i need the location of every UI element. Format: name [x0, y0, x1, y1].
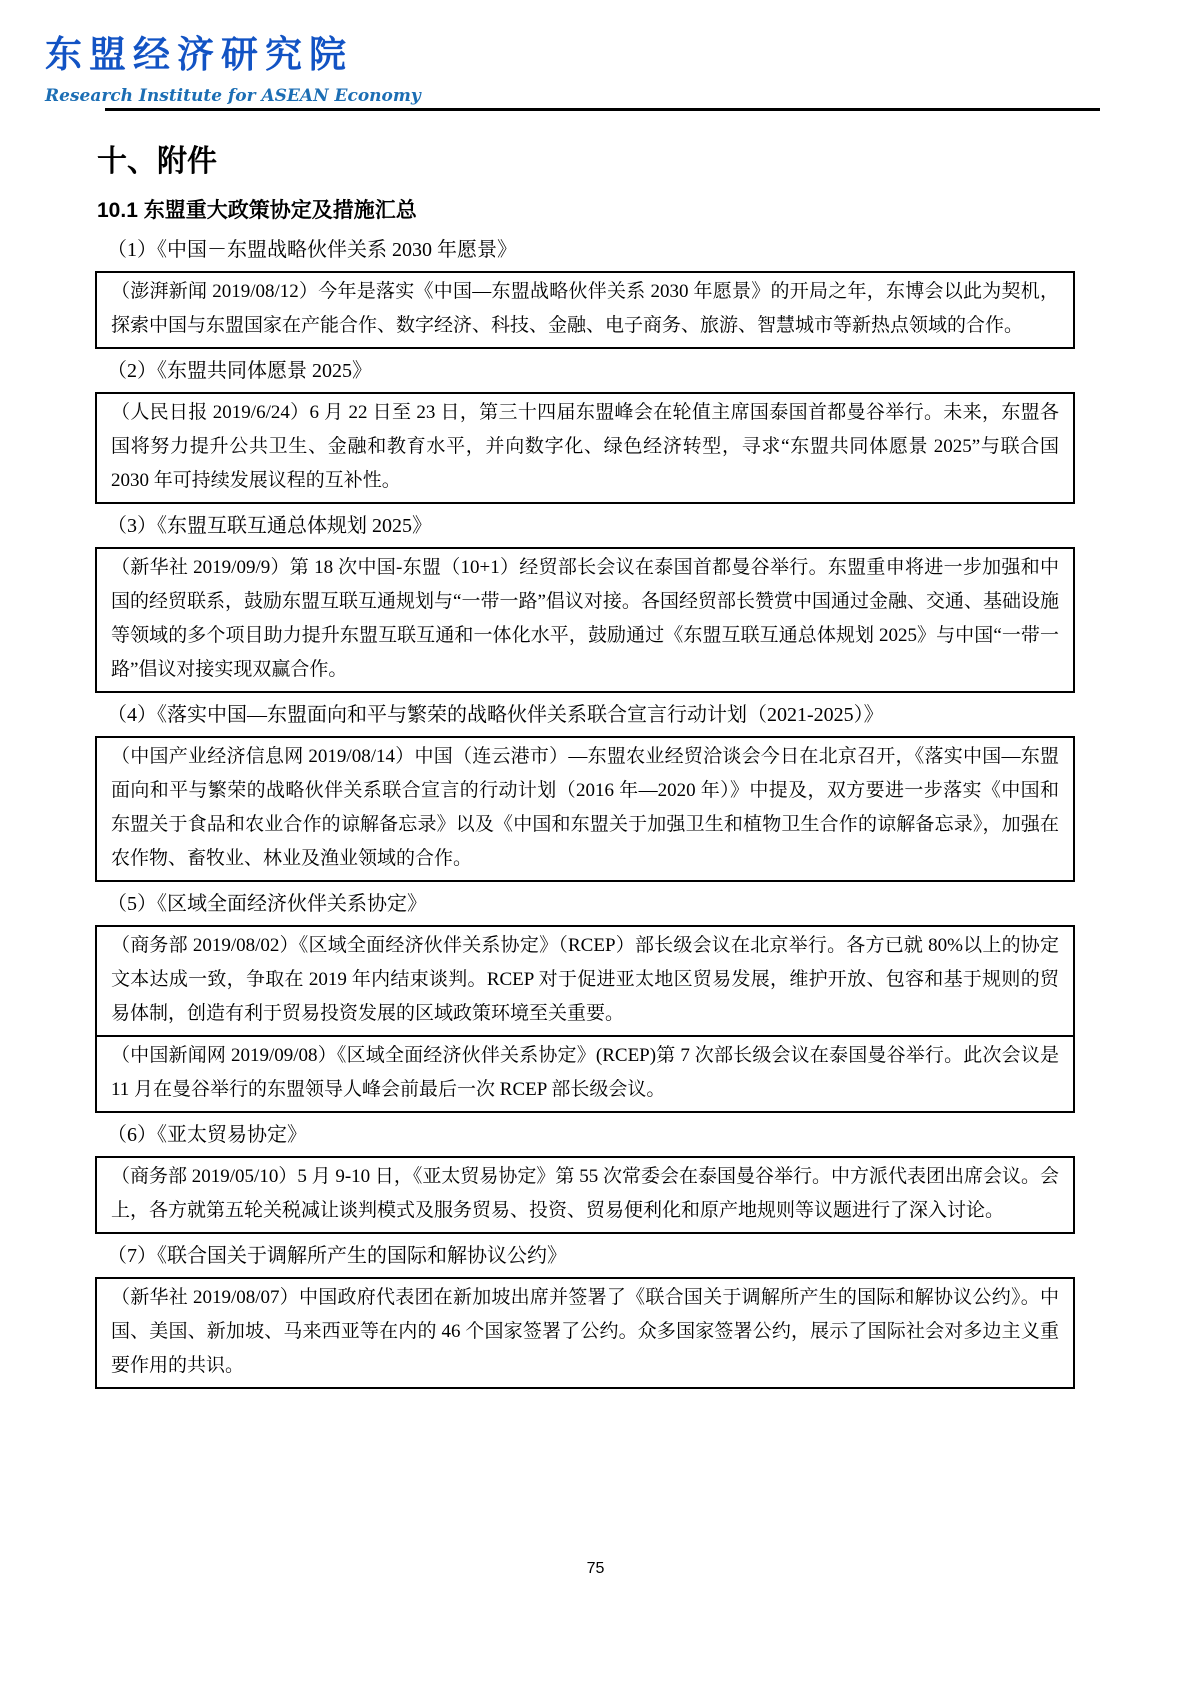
policy-section-2: [95, 357, 1075, 504]
policy-textbox: （人民日报 2019/6/24）6 月 22 日至 23 日，第三十四届东盟峰会在轮值主席国泰国首都曼谷举行。未来，东盟各国将努力提升公共卫生、金融和教育水平，并向数字化、绿色经济转型，寻求“东盟共同体愿景 2025”与联合国 2030 年可持续发展议程的互补性。: [95, 392, 1075, 504]
policy-section-3: [95, 512, 1075, 693]
org-logo: [45, 24, 421, 106]
page-title: 十、附件: [97, 145, 217, 178]
policy-heading: （1）《中国－东盟战略伙伴关系 2030 年愿景》: [107, 239, 517, 261]
page-number: 75: [586, 1560, 605, 1577]
policy-textbox: （中国产业经济信息网 2019/08/14）中国（连云港市）—东盟农业经贸洽谈会今日在北京召开，《落实中国—东盟面向和平与繁荣的战略伙伴关系联合宣言的行动计划（2016 年—2020 年）》中提及，双方要进一步落实《中国和东盟关于食品和农业合作的谅解备忘录》以及《中国和东盟关于加强卫生和植物卫生合作的谅解备忘录》，加强在农作物、畜牧业、林业及渔业领域的合作。: [95, 736, 1075, 882]
policy-heading: （7）《联合国关于调解所产生的国际和解协议公约》: [107, 1245, 567, 1267]
policy-textbox: （新华社 2019/09/9）第 18 次中国-东盟（10+1）经贸部长会议在泰国首都曼谷举行。东盟重申将进一步加强和中国的经贸联系，鼓励东盟互联互通规划与“一带一路”倡议对接。各国经贸部长赞赏中国通过金融、交通、基础设施等领域的多个项目助力提升东盟互联互通和一体化水平，鼓励通过《东盟互联互通总体规划 2025》与中国“一带一路”倡议对接实现双赢合作。: [95, 547, 1075, 693]
policy-textbox: （新华社 2019/08/07）中国政府代表团在新加坡出席并签署了《联合国关于调解所产生的国际和解协议公约》。中国、美国、新加坡、马来西亚等在内的 46 个国家签署了公约。众多国家签署公约，展示了国际社会对多边主义重要作用的共识。: [95, 1277, 1075, 1389]
policy-heading: （4）《落实中国—东盟面向和平与繁荣的战略伙伴关系联合宣言行动计划（2021-2025）》: [107, 704, 884, 726]
policy-heading: （6）《亚太贸易协定》: [107, 1124, 307, 1146]
org-logo-english: Research Institute for ASEAN Economy: [45, 86, 421, 106]
policy-heading: （5）《区域全面经济伙伴关系协定》: [107, 893, 427, 915]
policy-heading: （3）《东盟互联互通总体规划 2025》: [107, 515, 432, 537]
policy-textbox: （中国新闻网 2019/09/08）《区域全面经济伙伴关系协定》(RCEP)第 7 次部长级会议在泰国曼谷举行。此次会议是 11 月在曼谷举行的东盟领导人峰会前最后一次 RCEP 部长级会议。: [95, 1035, 1075, 1113]
policy-heading: （2）《东盟共同体愿景 2025》: [107, 360, 372, 382]
section-subtitle: 10.1 东盟重大政策协定及措施汇总: [97, 199, 417, 222]
header-divider: [105, 108, 1100, 111]
policy-textbox: （商务部 2019/08/02）《区域全面经济伙伴关系协定》（RCEP）部长级会议在北京举行。各方已就 80%以上的协定文本达成一致，争取在 2019 年内结束谈判。RCEP 对于促进亚太地区贸易发展，维护开放、包容和基于规则的贸易体制，创造有利于贸易投资发展的区域政策环境至关重要。: [95, 925, 1075, 1037]
policy-section-7: [95, 1242, 1075, 1389]
policy-section-6: [95, 1121, 1075, 1234]
document-body: [95, 138, 1075, 1389]
policy-section-1: [95, 236, 1075, 349]
policy-section-4: [95, 701, 1075, 882]
policy-textbox: （澎湃新闻 2019/08/12）今年是落实《中国—东盟战略伙伴关系 2030 年愿景》的开局之年，东博会以此为契机，探索中国与东盟国家在产能合作、数字经济、科技、金融、电子商务、旅游、智慧城市等新热点领域的合作。: [95, 271, 1075, 349]
policy-section-5: [95, 890, 1075, 1113]
policy-textbox: （商务部 2019/05/10）5 月 9-10 日，《亚太贸易协定》第 55 次常委会在泰国曼谷举行。中方派代表团出席会议。会上，各方就第五轮关税减让谈判模式及服务贸易、投资、贸易便利化和原产地规则等议题进行了深入讨论。: [95, 1156, 1075, 1234]
org-logo-chinese: 东盟经济研究院: [45, 35, 353, 76]
